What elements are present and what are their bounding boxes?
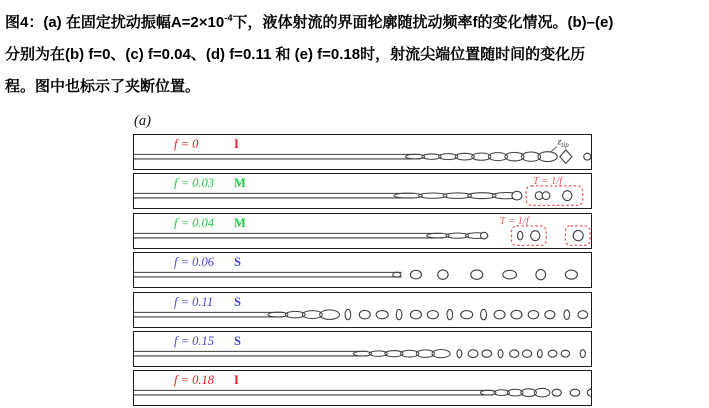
jet-profile-figure (133, 134, 592, 406)
period-annotation: T = 1/f (499, 214, 529, 227)
jet-strip-3 (133, 213, 592, 249)
regime-label: S (234, 294, 241, 309)
jet-strip-7 (133, 370, 592, 406)
caption-line-1-post: 下，液体射流的界面轮廓随扰动频率f的变化情况。(b)–(e) (232, 14, 614, 31)
frequency-label: f = 0.18 (174, 373, 215, 388)
jet-strip-6 (133, 331, 592, 367)
regime-label: I (234, 373, 239, 388)
frequency-label: f = 0.04 (174, 215, 215, 230)
frequency-label: f = 0.11 (174, 294, 214, 309)
caption-line-2: 分别为在(b) f=0、(c) f=0.04、(d) f=0.11 和 (e) f=0.18时，射流尖端位置随时间的变化历 (5, 46, 586, 63)
frequency-label: f = 0 (174, 137, 199, 151)
panel-label-a: (a) (134, 113, 151, 129)
caption-line-3: 程。图中也标示了夹断位置。 (5, 78, 201, 95)
frequency-label: f = 0.06 (174, 255, 215, 270)
jet-strip-4 (133, 252, 592, 288)
ztip-annotation: $z_{tip}$ (557, 136, 569, 149)
period-annotation: T = 1/f (532, 175, 563, 188)
caption-line-1 (5, 2, 705, 39)
regime-label: S (234, 255, 241, 270)
frequency-label: f = 0.03 (174, 176, 215, 191)
jet-strip-1 (133, 134, 592, 170)
regime-label: S (234, 333, 241, 348)
regime-label: M (234, 176, 246, 191)
jet-strip-2 (133, 173, 592, 209)
jet-profile-drawing (134, 135, 591, 169)
jet-strip-5 (133, 292, 592, 328)
regime-label: M (234, 215, 246, 230)
figure-caption (5, 2, 705, 103)
frequency-label: f = 0.15 (174, 333, 215, 348)
caption-superscript: -4 (224, 13, 233, 23)
caption-line-1-pre: 图4：(a) 在固定扰动振幅A=2×10 (5, 14, 225, 31)
regime-label: I (234, 137, 239, 151)
